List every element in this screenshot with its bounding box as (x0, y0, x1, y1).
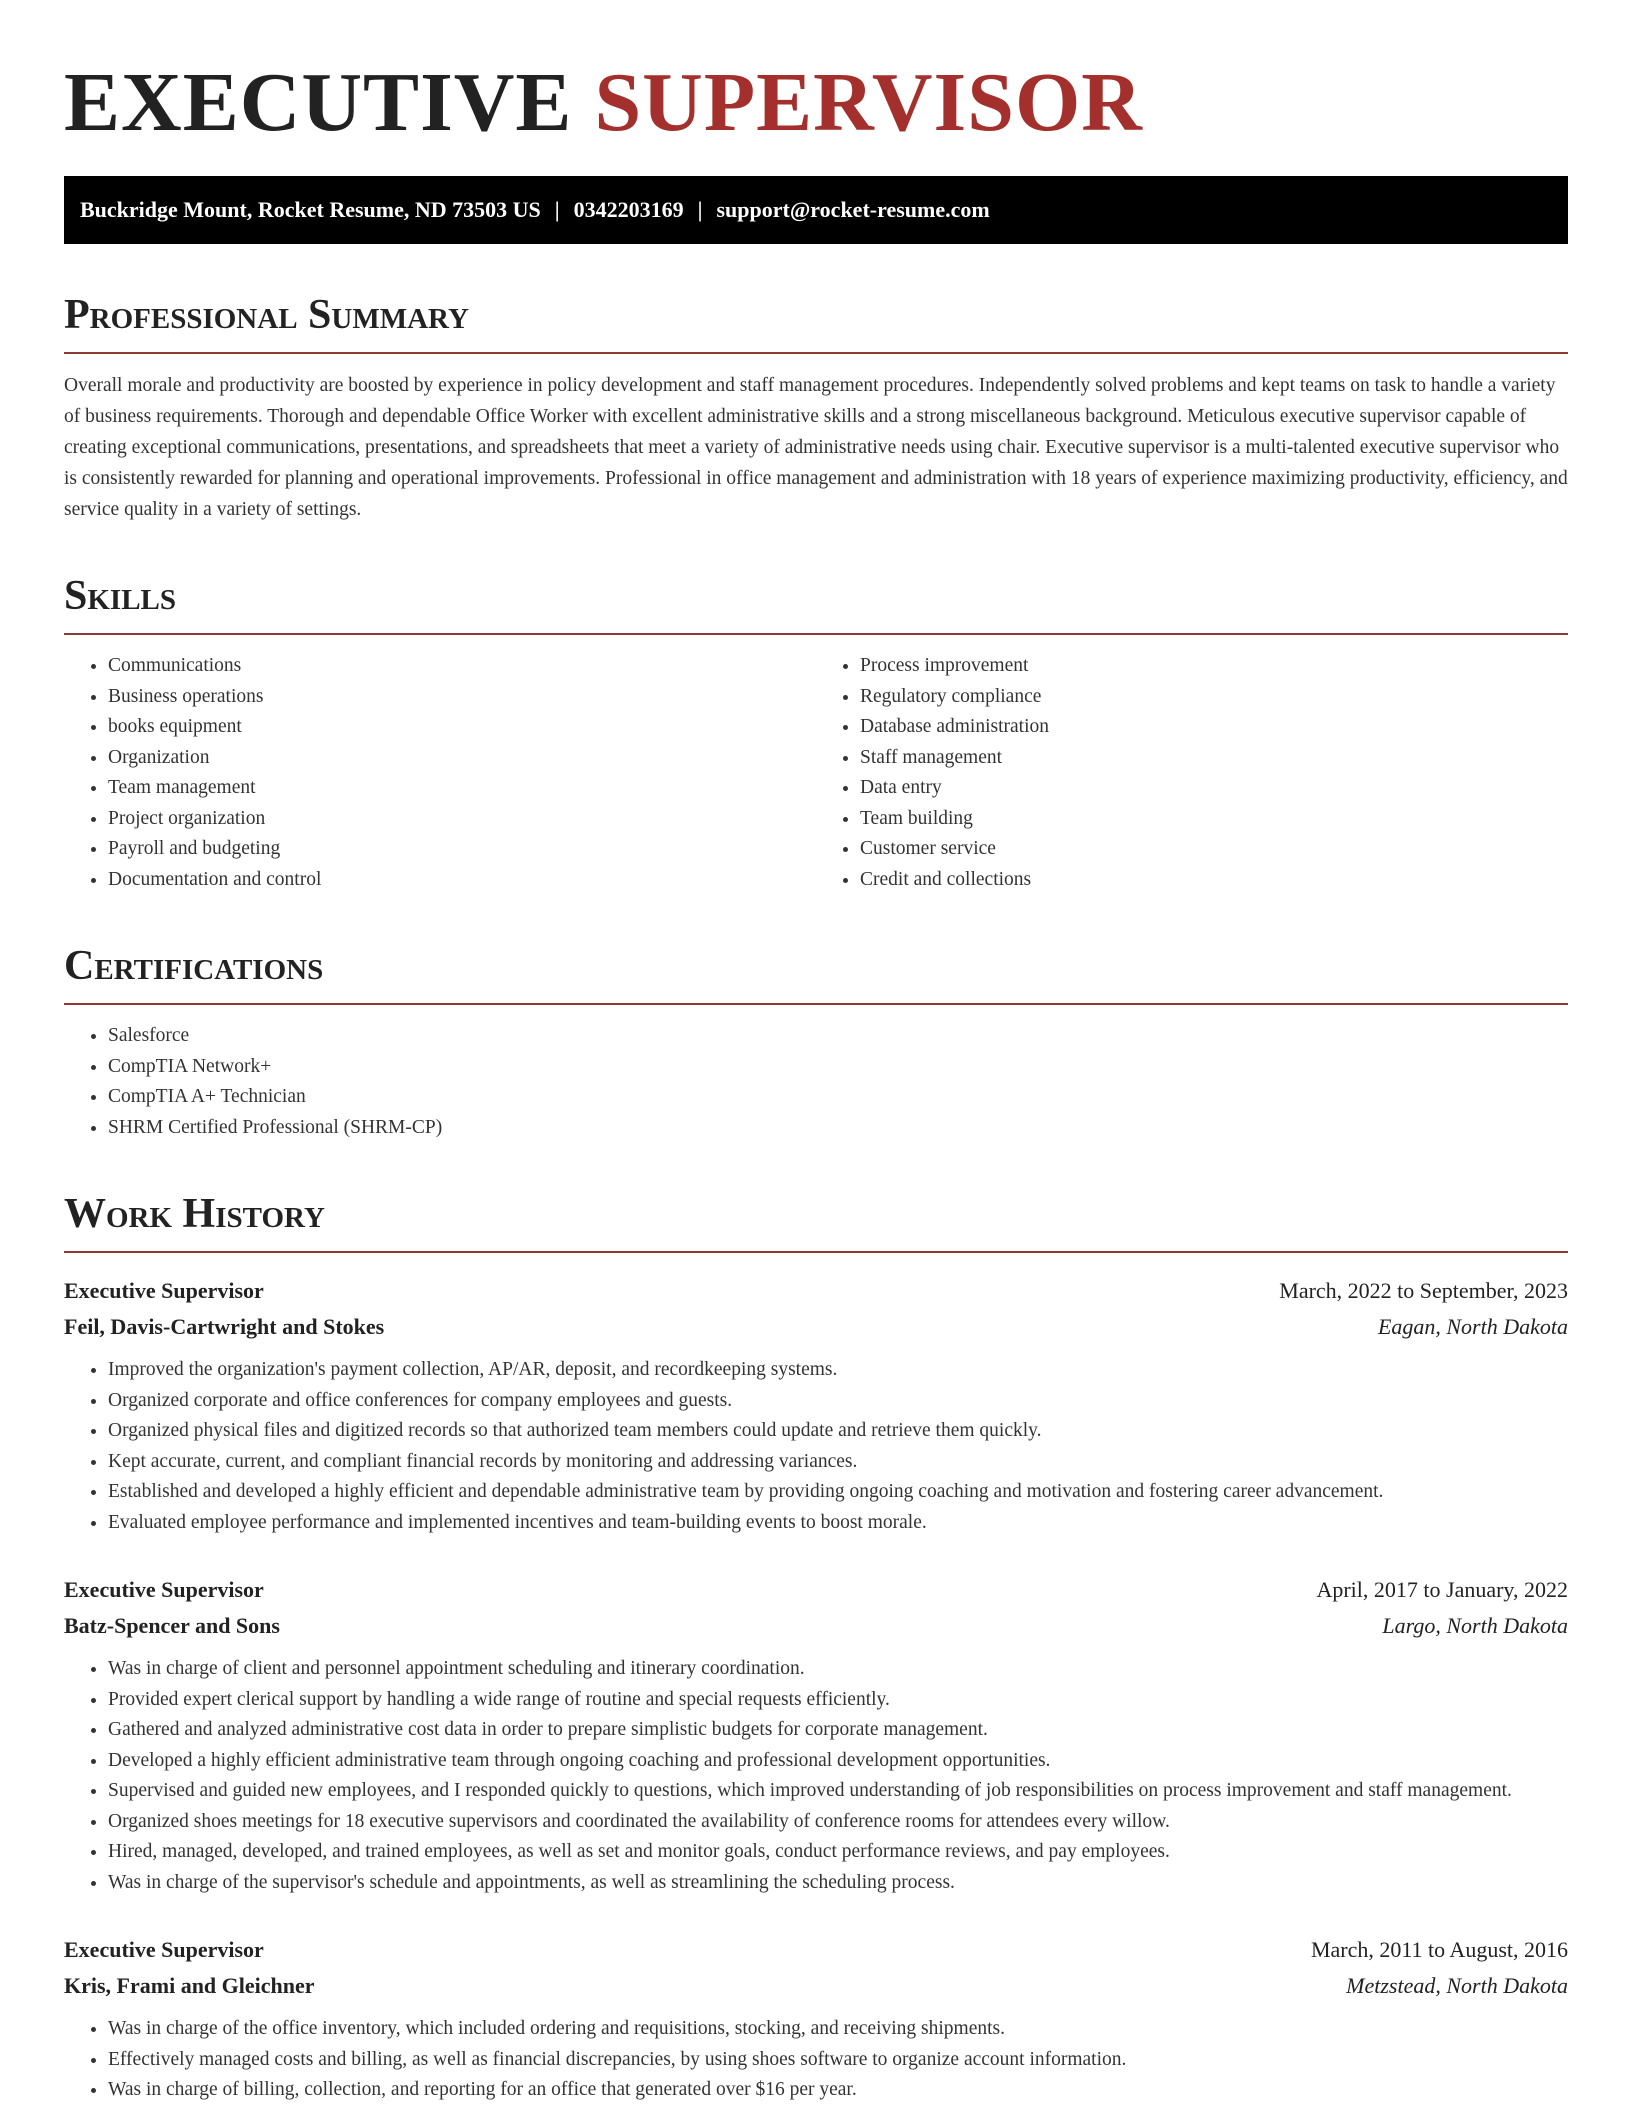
job-dates: March, 2011 to August, 2016 (1310, 1937, 1568, 1962)
skill-item: • Process improvement (860, 651, 1568, 682)
certification-item: • CompTIA Network+ (108, 1052, 1568, 1083)
certification-item: • SHRM Certified Professional (SHRM-CP) (108, 1113, 1568, 1144)
job-bullet: • Organized physical files and digitized records so that authorized team members could update and retrieve them quickly. (108, 1416, 1568, 1447)
job-entry (64, 1273, 1568, 1538)
job-subheader-row (64, 1309, 1568, 1345)
job-bullet: • Organized shoes meetings for 18 executive supervisors and coordinated the availability of conference rooms for attendees every willow. (108, 1807, 1568, 1838)
skill-item: • Team management (108, 773, 816, 804)
job-bullet: • Was in charge of billing, collection, and reporting for an office that generated over $16 per year. (108, 2075, 1568, 2106)
certification-item: • CompTIA A+ Technician (108, 1082, 1568, 1113)
job-bullets (64, 2014, 1568, 2106)
job-bullet: • Evaluated employee performance and implemented incentives and team-building events to boost morale. (108, 1508, 1568, 1539)
skill-item: • Documentation and control (108, 865, 816, 896)
skill-item: • books equipment (108, 712, 816, 743)
skill-item: • Data entry (860, 773, 1568, 804)
job-bullet: • Was in charge of client and personnel appointment scheduling and itinerary coordination. (108, 1654, 1568, 1685)
job-header-row (64, 1572, 1568, 1608)
job-location: Largo, North Dakota (1382, 1613, 1568, 1638)
skills-columns (64, 651, 1568, 895)
job-company: Feil, Davis-Cartwright and Stokes (64, 1314, 385, 1339)
skill-item: • Organization (108, 743, 816, 774)
job-subheader-row (64, 1968, 1568, 2004)
certifications-list (64, 1021, 1568, 1143)
skill-item: • Business operations (108, 682, 816, 713)
job-bullet: • Was in charge of the office inventory, which included ordering and requisitions, stocking, and receiving shipments. (108, 2014, 1568, 2045)
job-bullet: • Organized corporate and office conferences for company employees and guests. (108, 1386, 1568, 1417)
contact-address: Buckridge Mount, Rocket Resume, ND 73503 US (80, 197, 541, 222)
job-entry (64, 1572, 1568, 1898)
certification-item: • Salesforce (108, 1021, 1568, 1052)
skills-list-left (64, 651, 816, 895)
section-title-work-history: Work History (64, 1187, 1568, 1253)
skill-item: • Customer service (860, 834, 1568, 865)
job-title: Executive Supervisor (64, 1278, 264, 1303)
job-bullet: • Hired, managed, developed, and trained employees, as well as set and monitor goals, conduct performance reviews, and pay employees. (108, 1837, 1568, 1868)
job-title: Executive Supervisor (64, 1577, 264, 1602)
skill-item: • Team building (860, 804, 1568, 835)
job-bullet: • Was in charge of the supervisor's schedule and appointments, as well as streamlining the scheduling process. (108, 1868, 1568, 1899)
job-bullets (64, 1355, 1568, 1538)
section-title-skills: Skills (64, 569, 1568, 635)
job-bullet: • Gathered and analyzed administrative cost data in order to prepare simplistic budgets for corporate management. (108, 1715, 1568, 1746)
contact-separator: | (697, 197, 703, 222)
contact-phone: 0342203169 (573, 197, 684, 222)
job-bullet: • Developed a highly efficient administrative team through ongoing coaching and professional development opportunities. (108, 1746, 1568, 1777)
skill-item: • Payroll and budgeting (108, 834, 816, 865)
job-bullet: • Provided expert clerical support by handling a wide range of routine and special requests efficiently. (108, 1685, 1568, 1716)
skills-list-right (816, 651, 1568, 895)
job-bullet: • Supervised and guided new employees, and I responded quickly to questions, which improved understanding of job responsibilities on process improvement and staff management. (108, 1776, 1568, 1807)
job-header-row (64, 1273, 1568, 1309)
candidate-name (64, 0, 1568, 148)
section-title-summary: Professional Summary (64, 288, 1568, 354)
job-entry (64, 1932, 1568, 2106)
job-dates: April, 2017 to January, 2022 (1316, 1577, 1568, 1602)
job-bullet: • Improved the organization's payment collection, AP/AR, deposit, and recordkeeping systems. (108, 1355, 1568, 1386)
job-bullet: • Effectively managed costs and billing, as well as financial discrepancies, by using shoes software to organize account information. (108, 2045, 1568, 2076)
skill-item: • Database administration (860, 712, 1568, 743)
contact-separator: | (554, 197, 560, 222)
skill-item: • Staff management (860, 743, 1568, 774)
contact-email[interactable]: support@rocket-resume.com (716, 197, 990, 222)
section-title-certifications: Certifications (64, 939, 1568, 1005)
job-dates: March, 2022 to September, 2023 (1279, 1278, 1568, 1303)
job-title: Executive Supervisor (64, 1937, 264, 1962)
contact-bar (64, 176, 1568, 244)
job-company: Kris, Frami and Gleichner (64, 1973, 315, 1998)
skill-item: • Project organization (108, 804, 816, 835)
summary-text: Overall morale and productivity are boosted by experience in policy development and staff management procedures. Independently solved problems and kept teams on task to handle a variety of business requirements. Thorough and dependable Office Worker with excellent administrative skills and a strong miscellaneous background. Meticulous executive supervisor capable of creating exceptional communications, presentations, and spreadsheets that meet a variety of administrative needs using chair. Executive supervisor is a multi-talented executive supervisor who is consistently rewarded for planning and operational improvements. Professional in office management and administration with 18 years of experience maximizing productivity, efficiency, and service quality in a variety of settings. (64, 375, 1568, 520)
job-location: Metzstead, North Dakota (1346, 1973, 1568, 1998)
job-subheader-row (64, 1608, 1568, 1644)
job-location: Eagan, North Dakota (1377, 1314, 1568, 1339)
job-company: Batz-Spencer and Sons (64, 1613, 280, 1638)
job-bullets (64, 1654, 1568, 1898)
skill-item: • Regulatory compliance (860, 682, 1568, 713)
job-bullet: • Kept accurate, current, and compliant financial records by monitoring and addressing variances. (108, 1447, 1568, 1478)
name-first: EXECUTIVE (64, 56, 573, 149)
skill-item: • Communications (108, 651, 816, 682)
job-header-row (64, 1932, 1568, 1968)
name-last: SUPERVISOR (594, 56, 1143, 149)
skill-item: • Credit and collections (860, 865, 1568, 896)
job-bullet: • Established and developed a highly efficient and dependable administrative team by providing ongoing coaching and motivation and fostering career advancement. (108, 1477, 1568, 1508)
